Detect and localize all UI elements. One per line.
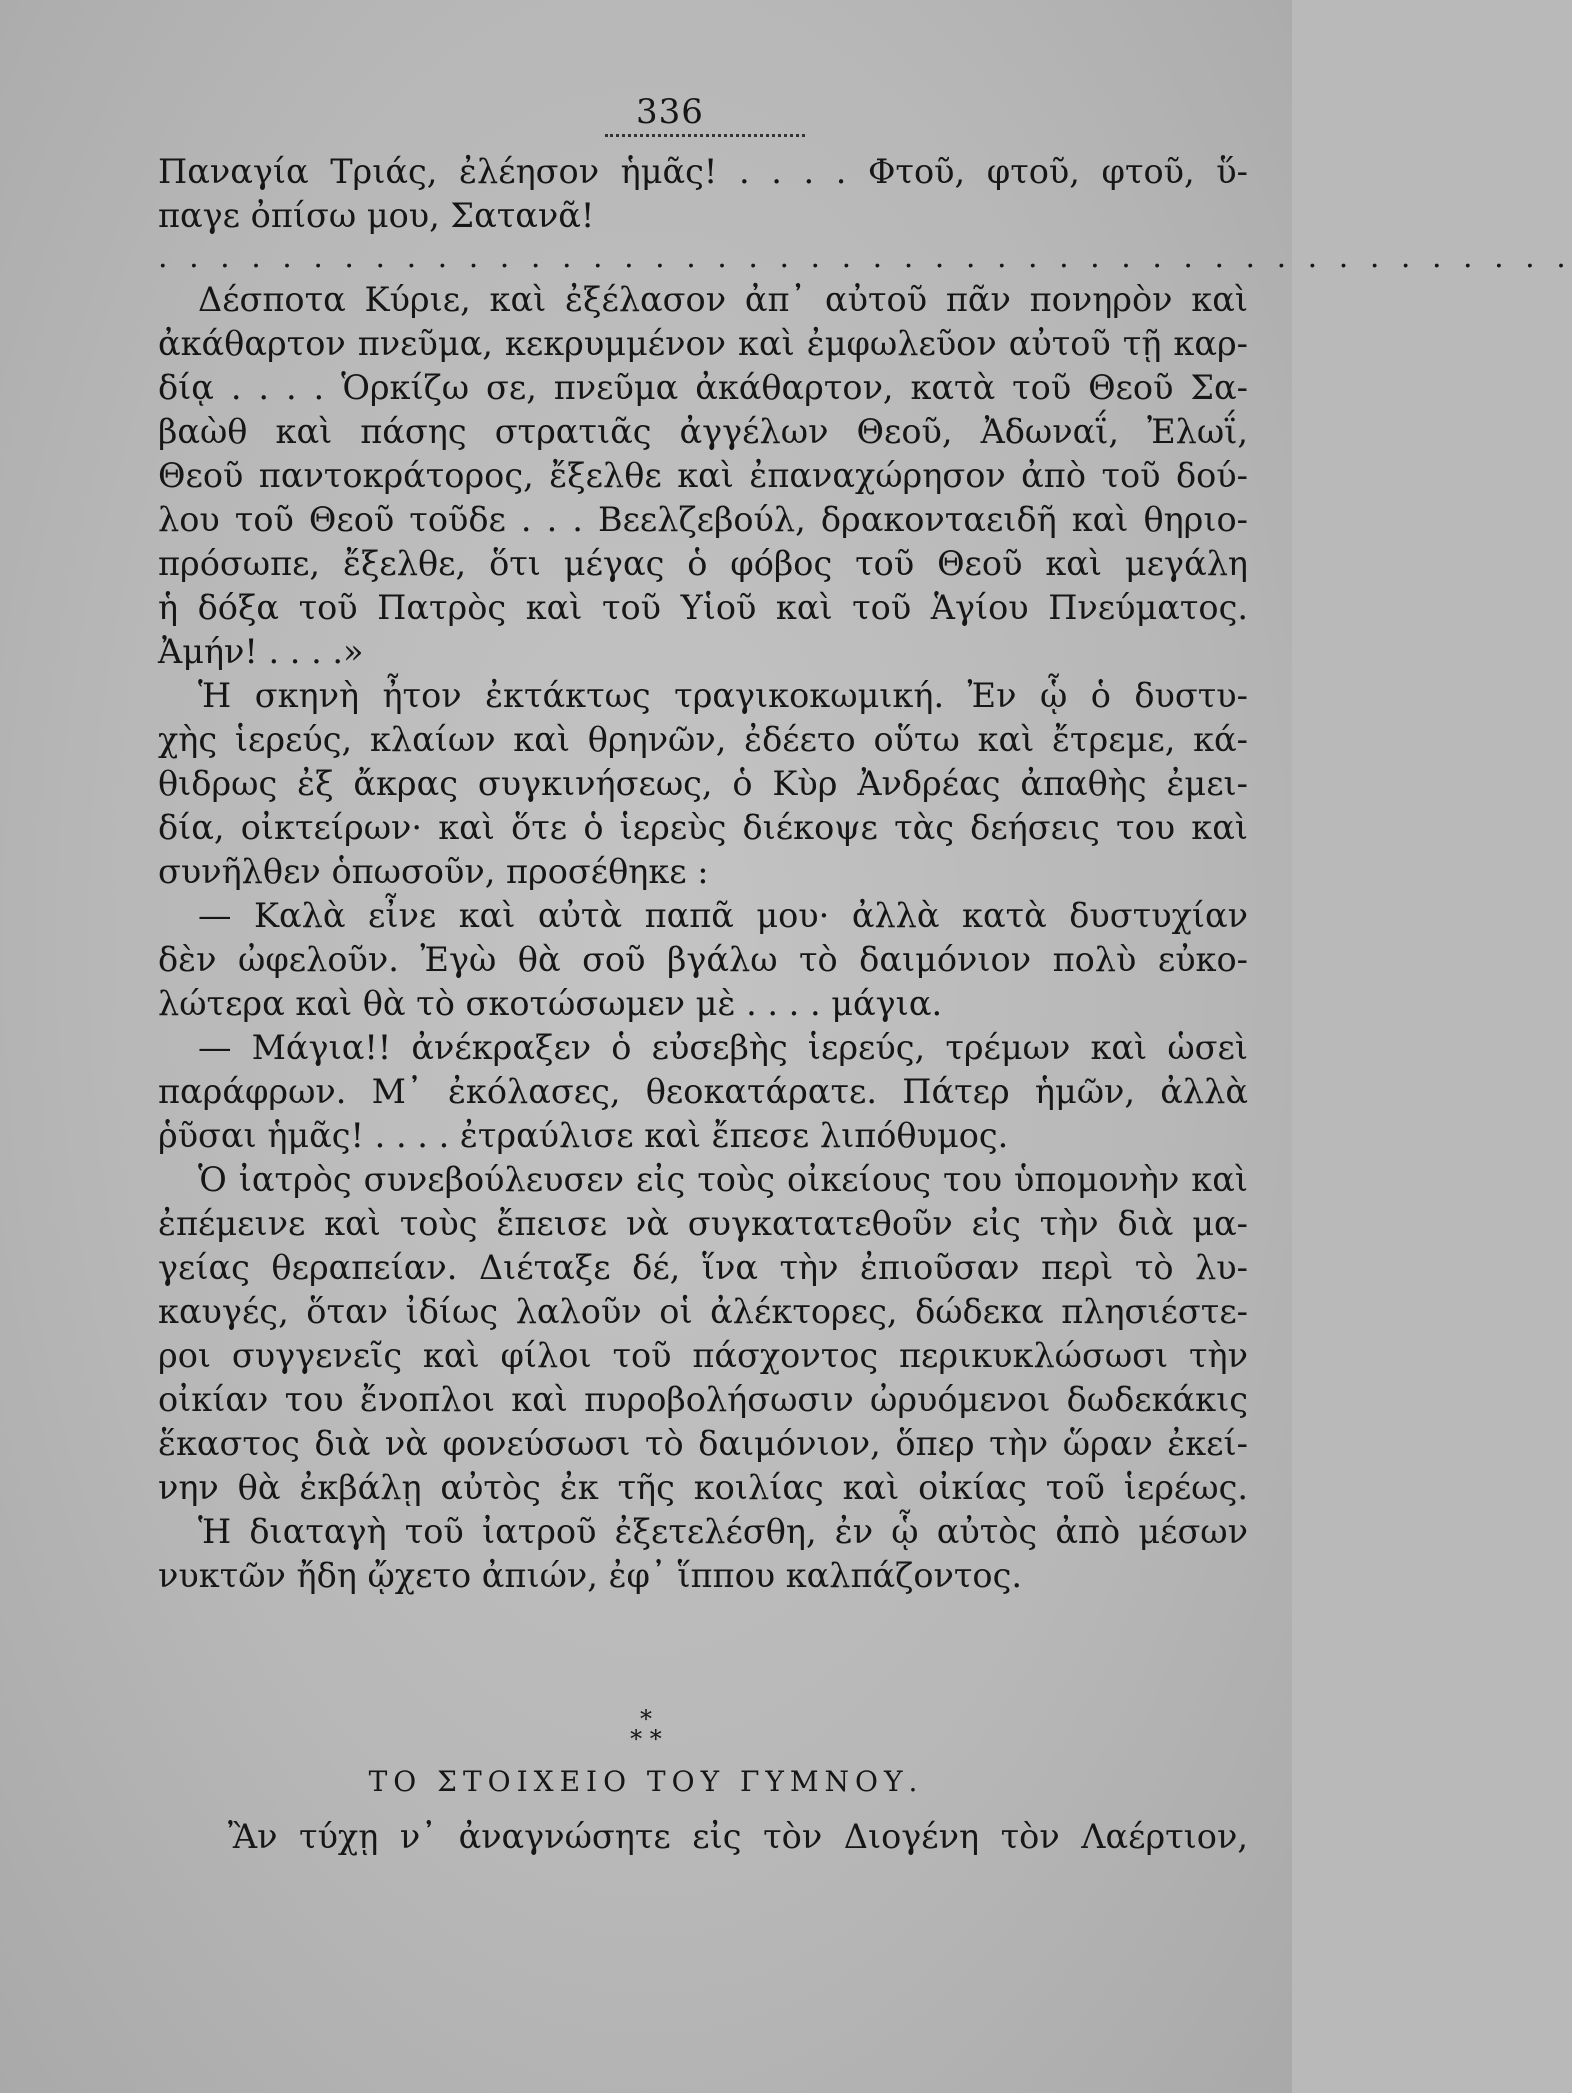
text-line: ἕκαστος διὰ νὰ φονεύσωσι τὸ δαιμόνιον, ὅπερ τὴν ὥραν ἐκεί- — [158, 1424, 1248, 1463]
text-line: Δέσποτα Κύριε, καὶ ἐξέλασον ἀπ᾿ αὐτοῦ πᾶν πονηρὸν καὶ — [198, 280, 1248, 319]
text-line: γείας θεραπείαν. Διέταξε δέ, ἵνα τὴν ἐπιοῦσαν περὶ τὸ λυ- — [158, 1248, 1248, 1287]
text-line: παγε ὀπίσω μου, Σατανᾶ! — [158, 196, 595, 235]
text-line: θιδρως ἐξ ἄκρας συγκινήσεως, ὁ Κὺρ Ἀνδρέας ἀπαθὴς ἐμει- — [158, 764, 1248, 803]
text-line: — Καλὰ εἶνε καὶ αὐτὰ παπᾶ μου· ἀλλὰ κατὰ δυστυχίαν — [198, 896, 1248, 935]
text-line: — Μάγια!! ἀνέκραξεν ὁ εὐσεβὴς ἱερεύς, τρέμων καὶ ὡσεὶ — [198, 1028, 1248, 1067]
body-text — [158, 150, 1572, 1598]
text-line: νυκτῶν ἤδη ᾤχετο ἀπιών, ἐφ᾿ ἵππου καλπάζοντος. — [158, 1556, 1022, 1595]
text-line: Ἀμήν! . . . .» — [158, 632, 364, 671]
text-line: δίᾳ . . . . Ὁρκίζω σε, πνεῦμα ἀκάθαρτον, κατὰ τοῦ Θεοῦ Σα- — [158, 368, 1248, 407]
text-line: Θεοῦ παντοκράτορος, ἔξελθε καὶ ἐπαναχώρησον ἀπὸ τοῦ δού- — [158, 456, 1248, 495]
separator-dots: . . . . . . . . . . . . . . . . . . . . . . . . . . . . . . . . . . . . . . . . . . . . . . — [158, 240, 1572, 275]
text-line: χὴς ἱερεύς, κλαίων καὶ θρηνῶν, ἐδέετο οὕτω καὶ ἔτρεμε, κά- — [158, 720, 1248, 759]
text-line: δία, οἰκτείρων· καὶ ὅτε ὁ ἱερεὺς διέκοψε τὰς δεήσεις του καὶ — [158, 808, 1248, 847]
text-line: λου τοῦ Θεοῦ τοῦδε . . . Βεελζεβούλ, δρακονταειδῆ καὶ θηριο- — [158, 500, 1248, 539]
text-line: ῥῦσαι ἡμᾶς! . . . . ἐτραύλισε καὶ ἔπεσε λιπόθυμος. — [158, 1116, 1009, 1155]
text-line: ροι συγγενεῖς καὶ φίλοι τοῦ πάσχοντος περικυκλώσωσι τὴν — [158, 1336, 1248, 1375]
text-line: βαὼθ καὶ πάσης στρατιᾶς ἀγγέλων Θεοῦ, Ἀδωναΐ, Ἐλωΐ, — [158, 412, 1248, 451]
text-line: συνῆλθεν ὁπωσοῦν, προσέθηκε : — [158, 852, 709, 891]
section-title: ΤΟ ΣΤΟΙΧΕΙΟ ΤΟΥ ΓΥΜΝΟΥ. — [368, 1765, 924, 1798]
page-number-rule — [605, 134, 805, 137]
text-line: ἡ δόξα τοῦ Πατρὸς καὶ τοῦ Υἱοῦ καὶ τοῦ Ἁγίου Πνεύματος. — [158, 588, 1248, 627]
text-line: δὲν ὠφελοῦν. Ἐγὼ θὰ σοῦ βγάλω τὸ δαιμόνιον πολὺ εὐκο- — [158, 940, 1248, 979]
text-line: καυγές, ὅταν ἰδίως λαλοῦν οἱ ἀλέκτορες, δώδεκα πλησιέστε- — [158, 1292, 1248, 1331]
text-line: Ἡ διαταγὴ τοῦ ἰατροῦ ἐξετελέσθη, ἐν ᾧ αὐτὸς ἀπὸ μέσων — [198, 1512, 1248, 1551]
text-line: ἐπέμεινε καὶ τοὺς ἔπεισε νὰ συγκατατεθοῦν εἰς τὴν διὰ μα- — [158, 1204, 1248, 1243]
text-line: Ἡ σκηνὴ ἦτον ἐκτάκτως τραγικοκωμική. Ἐν ᾧ ὁ δυστυ- — [198, 676, 1248, 715]
final-line: Ἂν τύχῃ ν᾿ ἀναγνώσητε εἰς τὸν Διογένη τὸν Λαέρτιον, — [228, 1817, 1248, 1856]
page-number: 336 — [636, 92, 704, 132]
text-line: νην θὰ ἐκβάλῃ αὐτὸς ἐκ τῆς κοιλίας καὶ οἰκίας τοῦ ἱερέως. — [158, 1468, 1248, 1507]
text-line: παράφρων. Μ᾿ ἐκόλασες, θεοκατάρατε. Πάτερ ἡμῶν, ἀλλὰ — [158, 1072, 1248, 1111]
text-line: Ὁ ἰατρὸς συνεβούλευσεν εἰς τοὺς οἰκείους του ὑπομονὴν καὶ — [198, 1160, 1248, 1199]
text-line: λώτερα καὶ θὰ τὸ σκοτώσωμεν μὲ . . . . μάγια. — [158, 984, 943, 1023]
stars-top: * — [640, 1705, 652, 1733]
text-line: πρόσωπε, ἔξελθε, ὅτι μέγας ὁ φόβος τοῦ Θεοῦ καὶ μεγάλη — [158, 544, 1248, 583]
text-line: Παναγία Τριάς, ἐλέησον ἡμᾶς! . . . . Φτοῦ, φτοῦ, φτοῦ, ὕ- — [158, 152, 1248, 191]
text-line: ἀκάθαρτον πνεῦμα, κεκρυμμένον καὶ ἐμφωλεῦον αὐτοῦ τῇ καρ- — [158, 324, 1248, 363]
stars-bottom: * * — [630, 1725, 662, 1753]
text-line: οἰκίαν του ἔνοπλοι καὶ πυροβολήσωσιν ὠρυόμενοι δωδεκάκις — [158, 1380, 1248, 1419]
